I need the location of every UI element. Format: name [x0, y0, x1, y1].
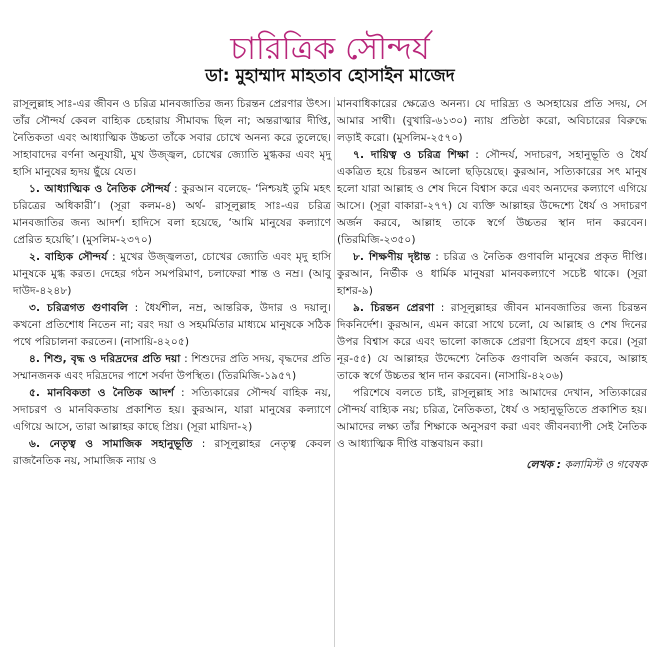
section-4-heading: ৪. শিশু, বৃদ্ধ ও দরিদ্রদের প্রতি দয়া — [29, 352, 181, 365]
section-1-body: : কুরআন বলেছে- ‘নিশ্চয়ই তুমি মহৎ চরিত্রের অধিকারী’। (সূরা কলম-৪) অর্থ- রাসূলুল্লাহ সাঃ-এর চরিত্র মানবজাতির জন্য আদর্শ। হাদিসে বলা হয়েছে, ‘আমি মানুষের কল্যাণে প্রেরিত হয়েছি’। (মুসলিম-২৩৭০) — [13, 182, 331, 246]
right-column — [337, 95, 647, 473]
section-5-body: : সত্যিকারের সৌন্দর্য বাহিক নয়, সদাচরণ ও মানবিকতায় প্রকাশিত হয়। কুরআন, যারা মানুষের কল্যাণে এগিয়ে আসে, তারা আল্লাহর কাছে প্রিয়। (সূরা মায়িদা-২) — [13, 386, 332, 433]
section-5 — [13, 384, 331, 435]
section-3-heading: ৩. চরিত্রগত গুণাবলি — [29, 301, 128, 314]
author-credit — [337, 456, 647, 473]
left-column — [13, 95, 331, 469]
section-7-heading: ৭. দায়িত্ব ও চরিত্র শিক্ষা — [353, 148, 469, 161]
section-4-body: : শিশুদের প্রতি সদয়, বৃদ্ধদের প্রতি সম্মানজনক এবং দরিদ্রদের পাশে সর্বদা উপস্থিত। (তিরমিজি-১৯৫৭) — [13, 352, 331, 382]
section-7-body: : সৌন্দর্য, সদাচরণ, সহানুভূতি ও ধৈর্য একত্রিত হয়ে চিরন্তন আলো ছড়িয়েছে। কুরআন, সত্যিকারের সৎ মানুষ হলো যারা আল্লাহ ও শেষ দিনে বিশ্বাস করে এবং অন্যদের কল্যাণে এগিয়ে আসে। (সূরা বাকারা-২৭৭) যে ব্যক্তি আল্লাহর উদ্দেশ্যে ধৈর্য ও সদাচরণ অর্জন করবে, আল্লাহ তাকে স্বর্গে উচ্চতর স্থান দান করবেন। (তিরমিজি-২৩৫০) — [337, 148, 647, 246]
section-9-heading: ৯. চিরন্তন প্রেরণা — [353, 301, 435, 314]
article-title: চারিত্রিক সৌন্দর্য — [230, 30, 430, 67]
author-byline: ডা: মুহাম্মাদ মাহতাব হোসাইন মাজেদ — [205, 66, 455, 86]
author-description: কলামিস্ট ও গবেষক — [561, 458, 647, 471]
section-6-heading: ৬. নেতৃত্ব ও সামাজিক সহানুভূতি — [29, 437, 193, 450]
section-8-heading: ৮. শিক্ষণীয় দৃষ্টান্ত — [353, 250, 431, 263]
column-divider — [334, 97, 335, 647]
section-7 — [337, 146, 647, 248]
intro-paragraph: রাসূলুল্লাহ সাঃ-এর জীবন ও চরিত্র মানবজাতির জন্য চিরন্তন প্রেরণার উৎস। তাঁর সৌন্দর্য কেবল বাহ্যিক চেহারায় সীমাবদ্ধ ছিল না; অন্তরাত্মার দীপ্তি, নৈতিকতা এবং আধ্যাত্মিক উচ্চতা তাঁকে সবার চোখে অনন্য করে তুলেছে। সাহাবাদের বর্ণনা অনুযায়ী, মুখ উজ্জ্বল, চোখের জ্যোতি মুগ্ধকর এবং মৃদু হাসি মানুষের হৃদয় ছুঁয়ে যেত। — [13, 97, 331, 178]
conclusion-paragraph: পরিশেষে বলতে চাই, রাসূলুল্লাহ সাঃ আমাদের দেখান, সত্যিকারের সৌন্দর্য বাহ্যিক নয়; চরিত্র, নৈতিকতা, ধৈর্য ও সহানুভূতিতে প্রকাশিত হয়। আমাদের লক্ষ্য তাঁর শিক্ষাকে অনুসরণ করা এবং জীবনব্যাপী সেই নৈতিক ও আধ্যাত্মিক দীপ্তি বাস্তবায়ন করা। — [337, 386, 647, 450]
section-3 — [13, 299, 331, 350]
section-2 — [13, 248, 331, 299]
section-6-continuation: মানবাধিকারের ক্ষেত্রেও অনন্য। যে দারিদ্র্য ও অসহায়ের প্রতি সদয়, সে আমার সাথী। (বুখারি-৬১৩০) ন্যায় প্রতিষ্ঠা করো, অবিচারের বিরুদ্ধে লড়াই করো। (মুসলিম-২৫৭০) — [337, 97, 647, 144]
section-2-body: : মুখের উজ্জ্বলতা, চোখের জ্যোতি এবং মৃদু হাসি মানুষকে মুগ্ধ করত। দেহের গঠন সমপরিমাণ, চলাফেরা শান্ত ও নম্র। (আবু দাউদ-৪২৪৮) — [13, 250, 332, 297]
section-1 — [13, 180, 331, 248]
section-9-body: : রাসূলুল্লাহর জীবন মানবজাতির জন্য চিরন্তন দিকনির্দেশ। কুরআন, এমন কারো সাথে চলো, যে আল্লাহ ও শেষ দিনের উপর বিশ্বাস করে এবং ভালো কাজকে প্রেরণা হিসেবে গ্রহণ করে। (সূরা নূর-৫৫) যে আল্লাহর উদ্দেশ্যে নৈতিক গুণাবলি অর্জন করবে, আল্লাহ তাকে স্বর্গে উচ্চতর স্থান দান করবেন। (নাসায়ি-৪২০৬) — [337, 301, 647, 382]
section-8-body: : চরিত্র ও নৈতিক গুণাবলি মানুষের প্রকৃত দীপ্তি। কুরআন, নির্ভীক ও ধার্মিক মানুষরা মানবকল্যাণে সচেষ্ট থাকে। (সূরা হাশর-৯) — [337, 250, 648, 297]
section-9 — [337, 299, 647, 384]
section-3-body: : ধৈর্যশীল, নম্র, আন্তরিক, উদার ও দয়ালু। কখনো প্রতিশোধ নিতেন না; বরং দয়া ও সহমর্মিতার মাধ্যমে মানুষকে সঠিক পথে পরিচালনা করতেন। (নাসায়ি-৪২০৫) — [13, 301, 331, 348]
section-6 — [13, 435, 331, 469]
author-label: লেখক : — [526, 458, 562, 471]
section-6-body: : রাসূলুল্লাহর নেতৃত্ব কেবল রাজনৈতিক নয়, সামাজিক ন্যায় ও — [13, 437, 331, 467]
section-8 — [337, 248, 647, 299]
section-1-heading: ১. আধ্যাত্মিক ও নৈতিক সৌন্দর্য — [29, 182, 170, 195]
section-4 — [13, 350, 331, 384]
section-2-heading: ২. বাহ্যিক সৌন্দর্য — [29, 250, 108, 263]
section-5-heading: ৫. মানবিকতা ও নৈতিক আদর্শ — [29, 386, 174, 399]
